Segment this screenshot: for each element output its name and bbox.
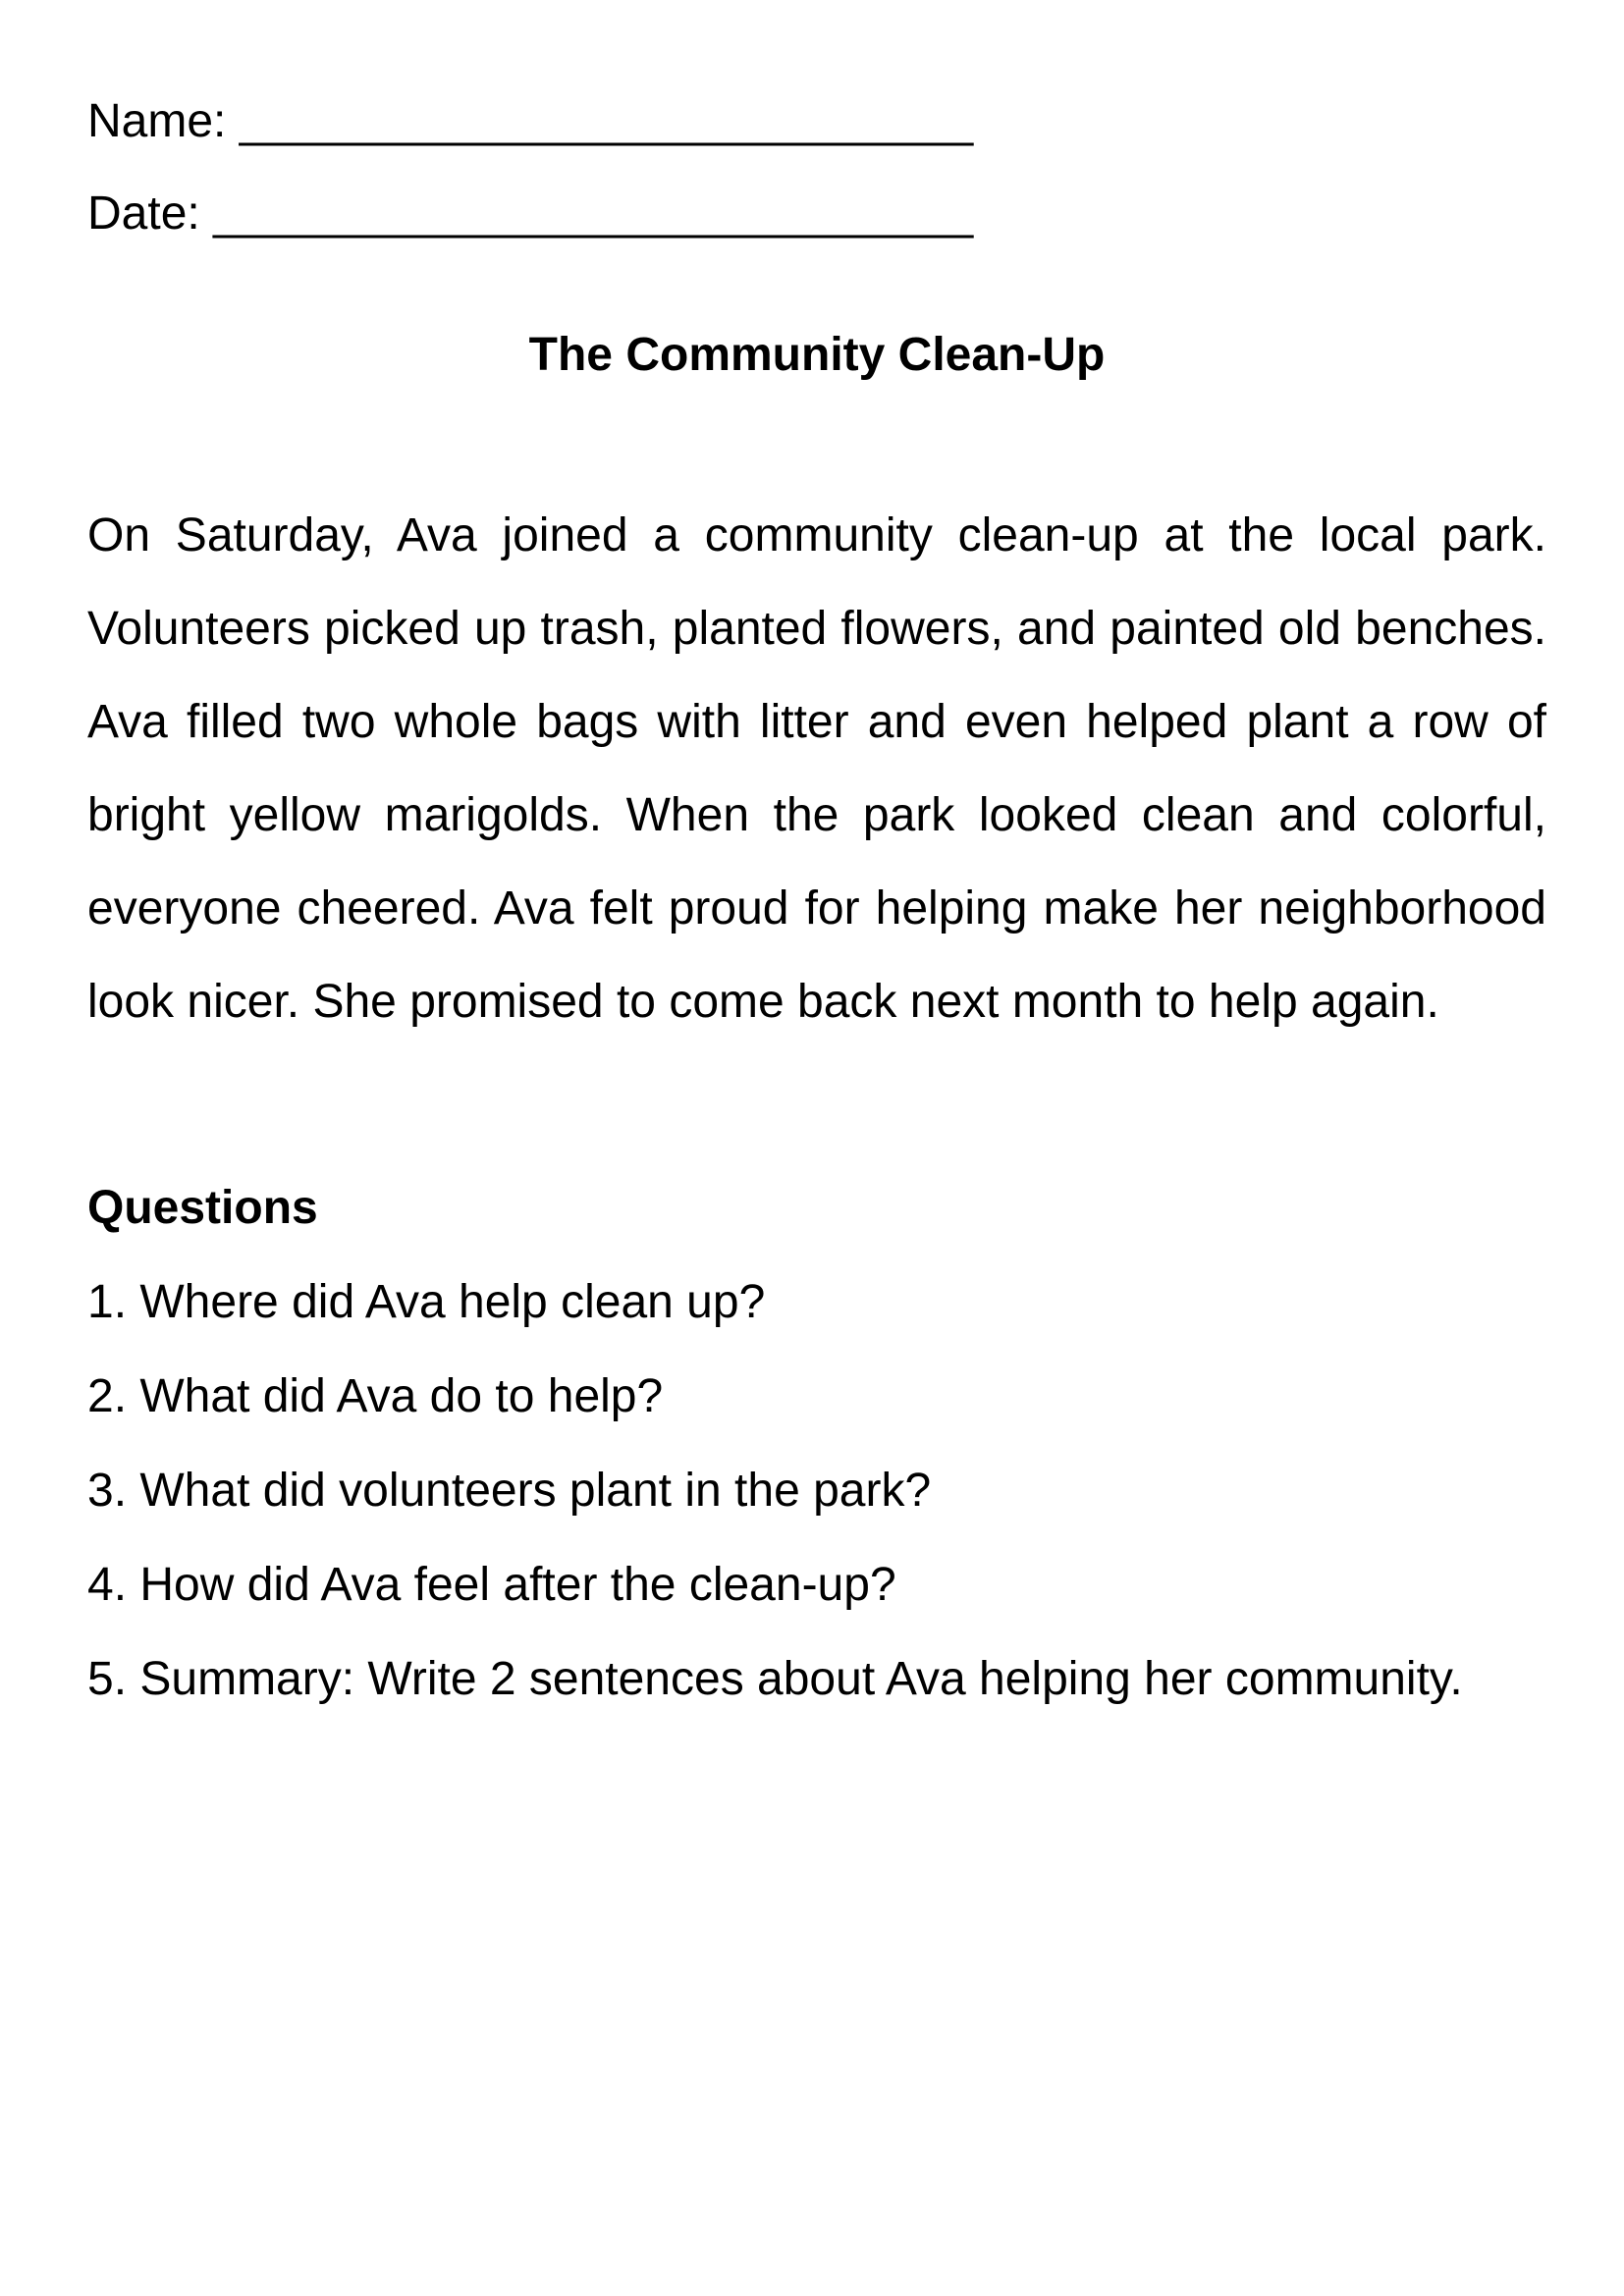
question-item: 1. Where did Ava help clean up? bbox=[87, 1276, 766, 1328]
questions-heading: Questions bbox=[87, 1182, 318, 1234]
page-title: The Community Clean-Up bbox=[528, 329, 1106, 381]
question-item: 3. What did volunteers plant in the park? bbox=[87, 1465, 932, 1517]
reading-passage: On Saturday, Ava joined a community clean-up at the local park. Volunteers picked up trash, planted flowers, and painted old benches. Ava filled two whole bags with litter and even helped plant a row of bright yellow marigolds. When the park looked clean and colorful, everyone cheered. Ava felt proud for helping make her neighborhood look nicer. She promised to come back next month to help again. bbox=[87, 509, 1546, 1028]
question-item: 4. How did Ava feel after the clean-up? bbox=[87, 1559, 896, 1611]
question-item: 2. What did Ava do to help? bbox=[87, 1370, 664, 1422]
question-list bbox=[87, 1275, 1463, 1746]
question-item: 5. Summary: Write 2 sentences about Ava helping her community. bbox=[87, 1653, 1463, 1705]
date-field[interactable]: Date: _____________________________ bbox=[87, 187, 974, 240]
name-field[interactable]: Name: ____________________________ bbox=[87, 95, 974, 147]
